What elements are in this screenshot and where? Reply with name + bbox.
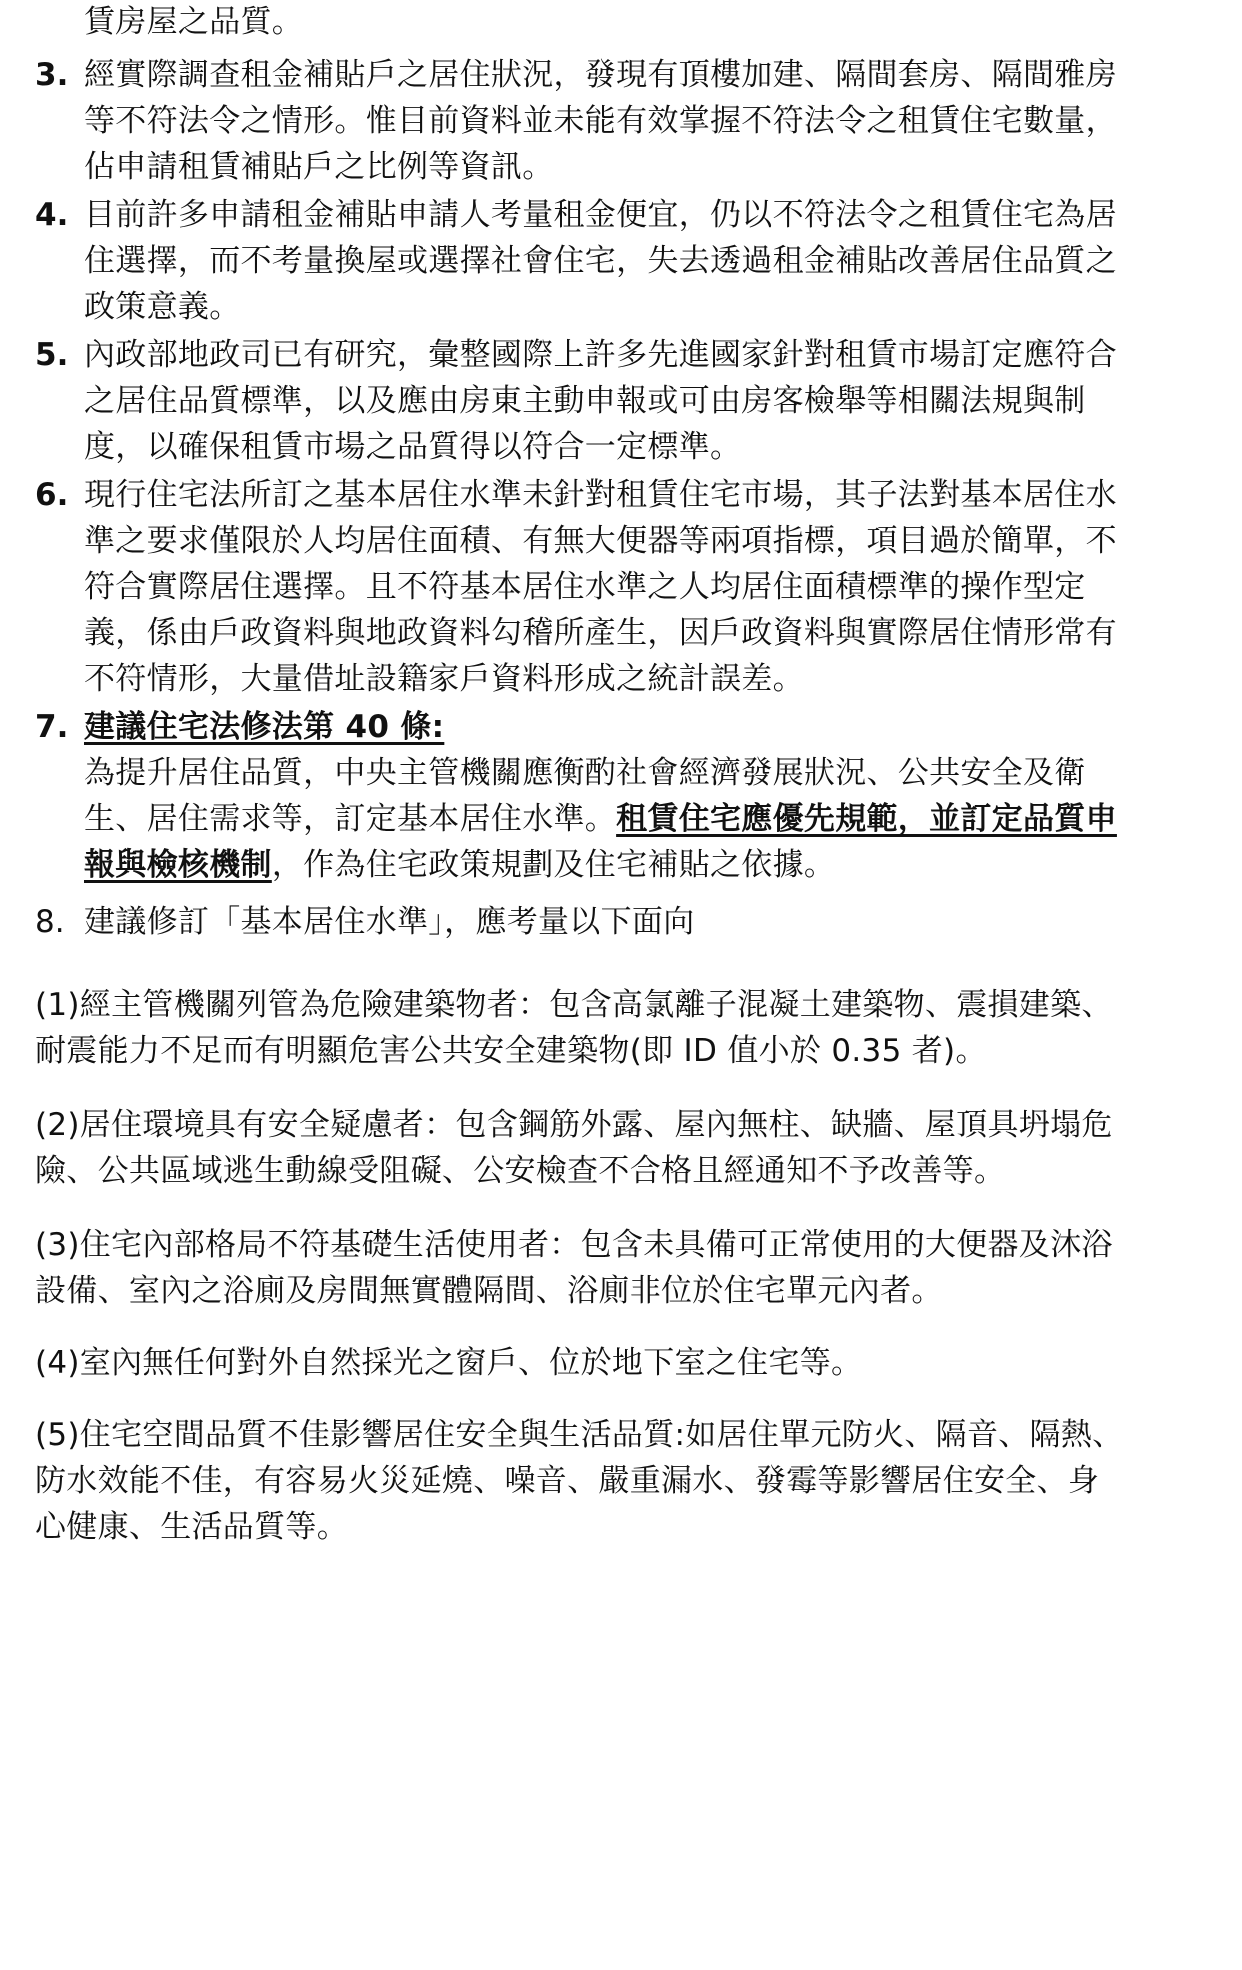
text-line: 等不符法令之情形。惟目前資料並未能有效掌握不符法令之租賃住宅數量， — [84, 103, 1117, 139]
text-line: 之居住品質標準，以及應由房東主動申報或可由房客檢舉等相關法規與制 — [84, 383, 1086, 419]
text-line: 經實際調查租金補貼戶之居住狀況，發現有頂樓加建、隔間套房、隔間雅房 — [84, 57, 1117, 93]
text-line: 防水效能不佳，有容易火災延燒、噪音、嚴重漏水、發霉等影響居住安全、身 — [35, 1463, 1100, 1499]
text-line: (2)居住環境具有安全疑慮者：包含鋼筋外露、屋內無柱、缺牆、屋頂具坍塌危 — [35, 1107, 1113, 1143]
text-line: 度，以確保租賃市場之品質得以符合一定標準。 — [84, 429, 742, 465]
text-line — [84, 797, 1117, 841]
text-line: 現行住宅法所訂之基本居住水準未針對租賃住宅市場，其子法對基本居住水 — [84, 477, 1117, 513]
text-span: ，作為住宅政策規劃及住宅補貼之依據。 — [271, 847, 836, 883]
list-number: 6. — [35, 477, 69, 513]
text-line: 耐震能力不足而有明顯危害公共安全建築物(即 ID 值小於 0.35 者)。 — [35, 1033, 987, 1069]
text-line: 設備、室內之浴廁及房間無實體隔間、浴廁非位於住宅單元內者。 — [35, 1273, 943, 1309]
text-line — [84, 843, 835, 887]
text-line: 為提升居住品質，中央主管機關應衡酌社會經濟發展狀況、公共安全及衛 — [84, 755, 1086, 791]
list-number: 4. — [35, 197, 69, 233]
text-line: 目前許多申請租金補貼申請人考量租金便宜，仍以不符法令之租賃住宅為居 — [84, 197, 1117, 233]
list-number: 8. — [35, 904, 65, 940]
list-number: 7. — [35, 709, 69, 745]
text-line: (4)室內無任何對外自然採光之窗戶、位於地下室之住宅等。 — [35, 1345, 863, 1381]
text-line: 住選擇，而不考量換屋或選擇社會住宅，失去透過租金補貼改善居住品質之 — [84, 243, 1117, 279]
item-heading: 建議住宅法修法第 40 條: — [84, 709, 445, 745]
text-line: 內政部地政司已有研究，彙整國際上許多先進國家針對租賃市場訂定應符合 — [84, 337, 1117, 373]
emphasis-text: 報與檢核機制 — [84, 847, 272, 883]
text-line: 不符情形，大量借址設籍家戶資料形成之統計誤差。 — [84, 661, 804, 697]
text-line: (1)經主管機關列管為危險建築物者：包含高氯離子混凝土建築物、震損建築、 — [35, 987, 1113, 1023]
list-number: 3. — [35, 57, 69, 93]
emphasis-text: 租賃住宅應優先規範，並訂定品質申 — [616, 801, 1117, 837]
text-line: 符合實際居住選擇。且不符基本居住水準之人均居住面積標準的操作型定 — [84, 569, 1086, 605]
text-span: 生、居住需求等，訂定基本居住水準。 — [84, 801, 617, 837]
text-line: 準之要求僅限於人均居住面積、有無大便器等兩項指標，項目過於簡單，不 — [84, 523, 1117, 559]
text-line: 險、公共區域逃生動線受阻礙、公安檢查不合格且經通知不予改善等。 — [35, 1153, 1006, 1189]
text-line: (5)住宅空間品質不佳影響居住安全與生活品質:如居住單元防火、隔音、隔熱、 — [35, 1417, 1124, 1453]
text-line: 義，係由戶政資料與地政資料勾稽所產生，因戶政資料與實際居住情形常有 — [84, 615, 1117, 651]
text-line: 賃房屋之品質。 — [84, 4, 304, 40]
text-line: 政策意義。 — [84, 289, 241, 325]
text-line: 建議修訂「基本居住水準」，應考量以下面向 — [84, 904, 695, 940]
list-number: 5. — [35, 337, 69, 373]
text-line: (3)住宅內部格局不符基礎生活使用者：包含未具備可正常使用的大便器及沐浴 — [35, 1227, 1113, 1263]
text-line: 佔申請租賃補貼戶之比例等資訊。 — [84, 149, 554, 185]
text-line: 心健康、生活品質等。 — [35, 1509, 348, 1545]
